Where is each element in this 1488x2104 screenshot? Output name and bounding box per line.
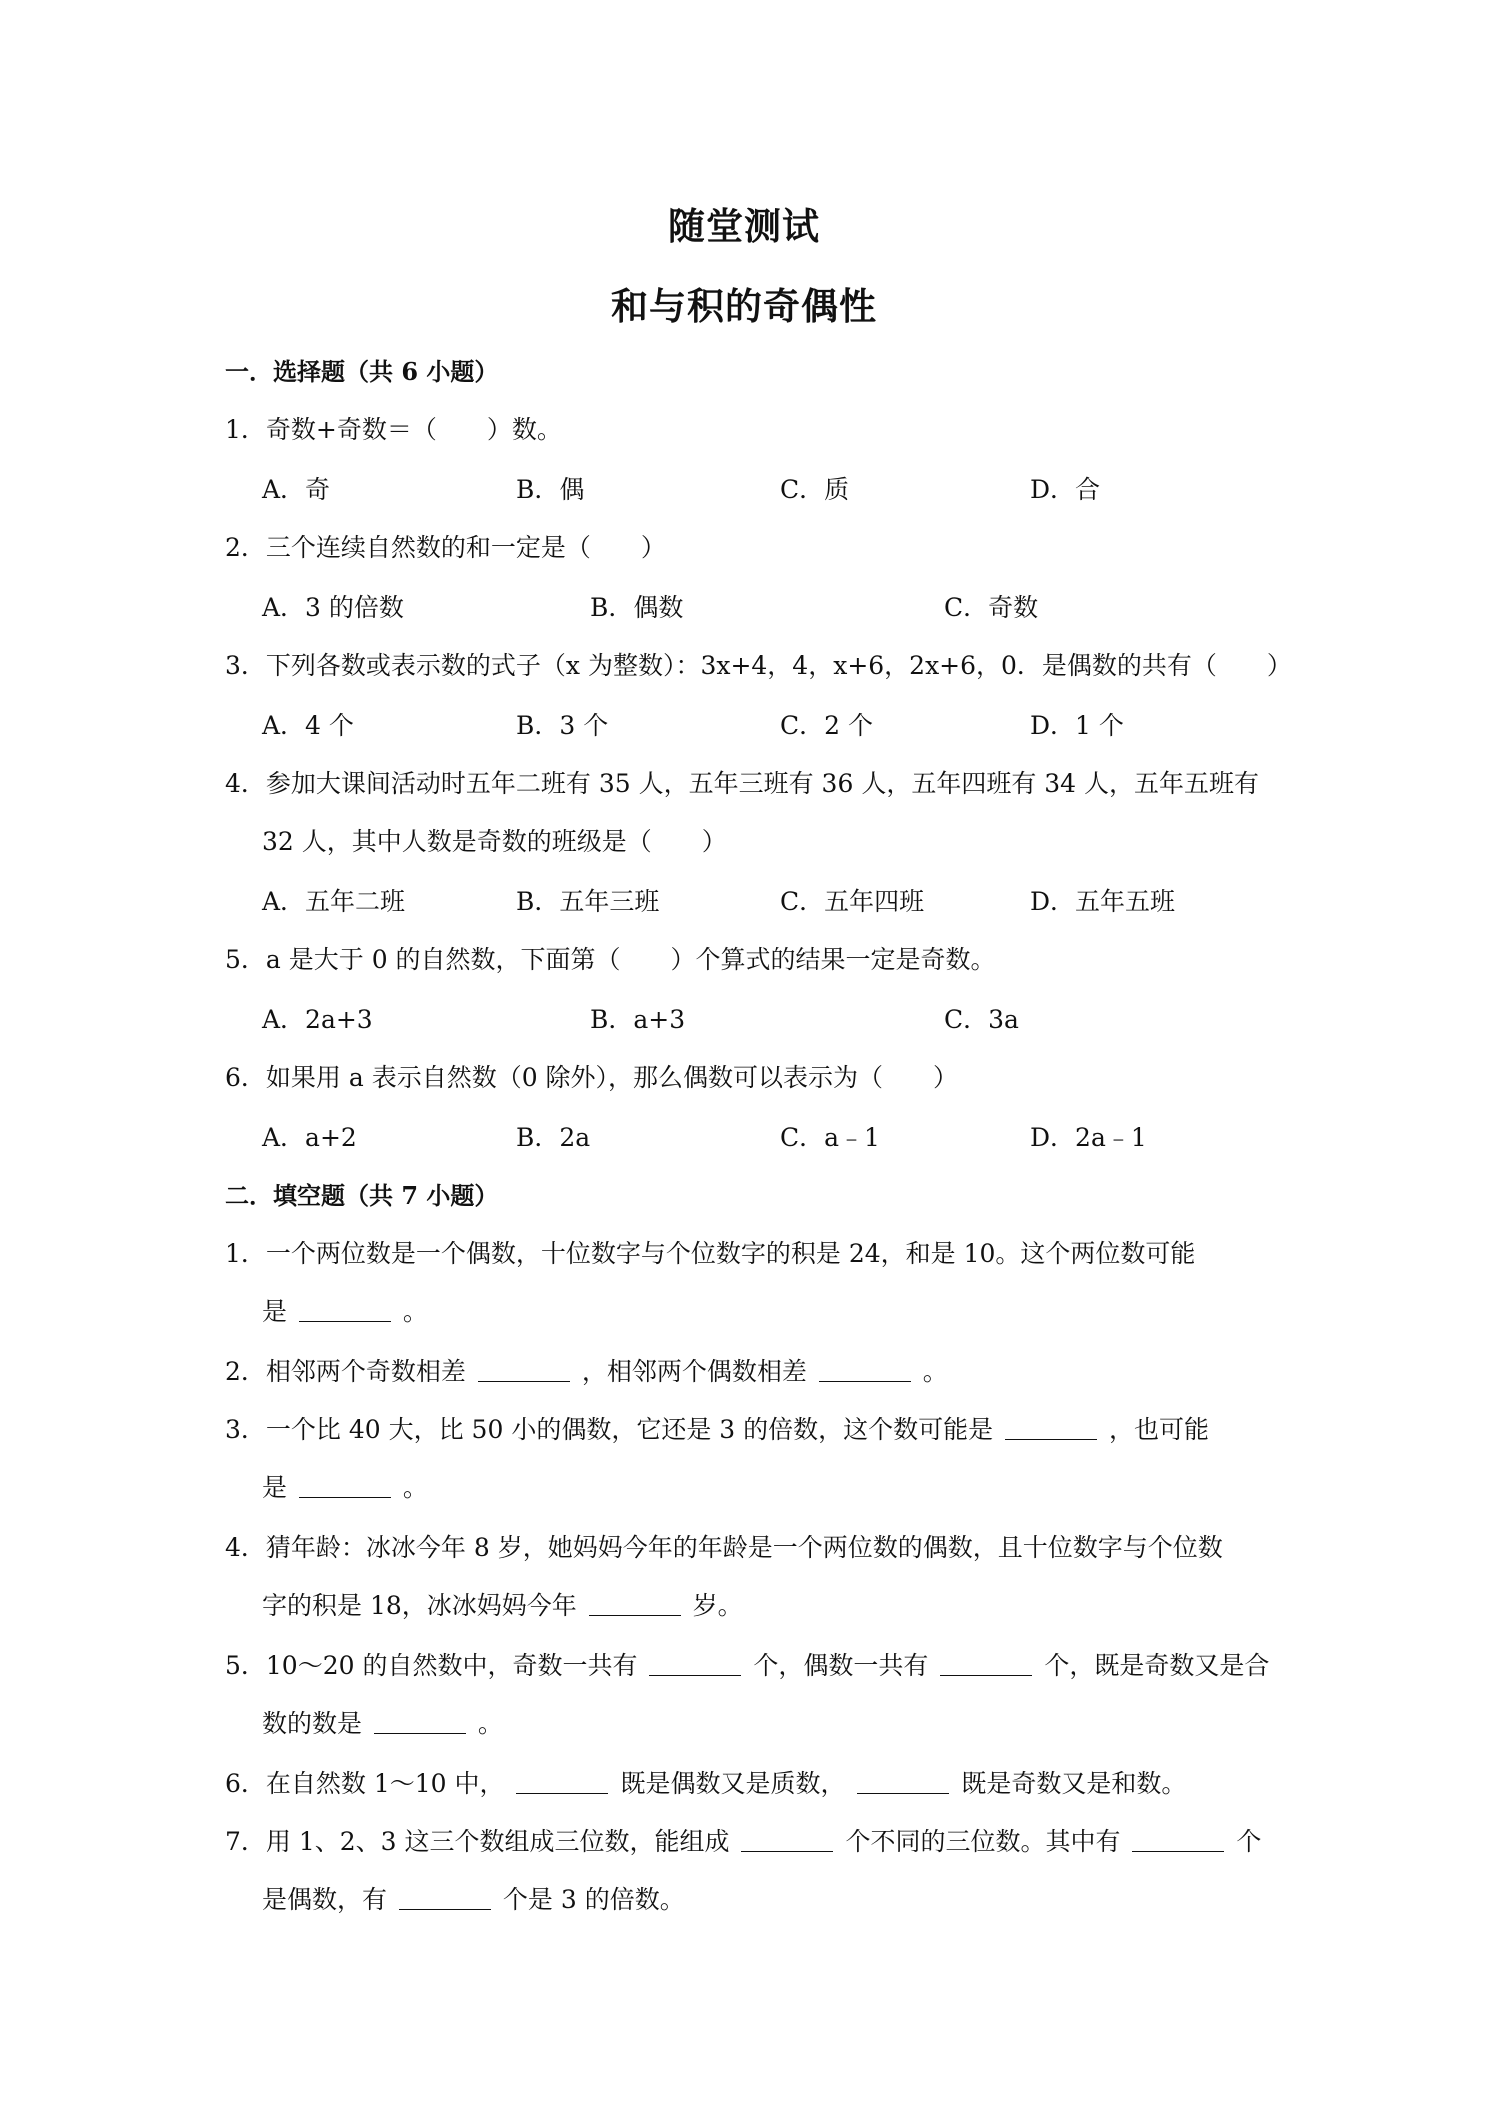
text: 。: [402, 1473, 428, 1502]
text: 3．一个比 40 大，比 50 小的偶数，它还是 3 的倍数，这个数可能是: [225, 1415, 994, 1444]
text: 是: [262, 1297, 288, 1326]
page-title: 随堂测试: [668, 204, 820, 248]
text: 字的积是 18，冰冰妈妈今年: [262, 1591, 577, 1620]
option-b: B．2a: [516, 1123, 591, 1152]
text: 。: [477, 1709, 503, 1738]
option-a: A．a+2: [262, 1123, 357, 1152]
fill-question-3: [225, 1410, 1209, 1446]
fill-question-7-continued: [262, 1880, 685, 1916]
option-d: D．1 个: [1030, 711, 1124, 740]
option-a: A．五年二班: [262, 887, 406, 916]
option-c: C．3a: [944, 1005, 1019, 1034]
text: 个，偶数一共有: [753, 1651, 929, 1680]
text: 7．用 1、2、3 这三个数组成三位数，能组成: [225, 1827, 730, 1856]
option-b: B．五年三班: [516, 887, 660, 916]
answer-blank[interactable]: [374, 1709, 466, 1734]
option-a: A．2a+3: [262, 1005, 373, 1034]
fill-question-7: [225, 1822, 1261, 1858]
question-6: 6．如果用 a 表示自然数（0 除外），那么偶数可以表示为（ ）: [225, 1063, 959, 1092]
text: 个，既是奇数又是合: [1044, 1651, 1270, 1680]
option-a: A．3 的倍数: [262, 593, 404, 622]
text: 。: [922, 1357, 948, 1386]
text: 既是偶数又是质数，: [620, 1769, 846, 1798]
text: 既是奇数又是和数。: [961, 1769, 1187, 1798]
option-b: B．a+3: [590, 1005, 686, 1034]
fill-question-4-continued: [262, 1586, 743, 1622]
option-b: B．偶数: [590, 593, 684, 622]
fill-question-4: 4．猜年龄：冰冰今年 8 岁，她妈妈今年的年龄是一个两位数的偶数，且十位数字与个位数: [225, 1533, 1223, 1562]
text: 5．10～20 的自然数中，奇数一共有: [225, 1651, 638, 1680]
fill-question-2: [225, 1352, 948, 1388]
option-d: D．2a﹣1: [1030, 1123, 1147, 1152]
text: 个: [1236, 1827, 1262, 1856]
answer-blank[interactable]: [299, 1473, 391, 1498]
fill-question-5-continued: [262, 1704, 503, 1740]
answer-blank[interactable]: [857, 1769, 949, 1794]
option-d: D．合: [1030, 475, 1101, 504]
answer-blank[interactable]: [516, 1769, 608, 1794]
option-a: A．4 个: [262, 711, 354, 740]
option-b: B．3 个: [516, 711, 609, 740]
text: 岁。: [692, 1591, 743, 1620]
section-heading-fill: 二．填空题（共 7 小题）: [225, 1181, 499, 1210]
question-4-continued: 32 人，其中人数是奇数的班级是（ ）: [262, 827, 727, 856]
fill-question-6: [225, 1764, 1186, 1800]
text: 数的数是: [262, 1709, 363, 1738]
answer-blank[interactable]: [741, 1827, 833, 1852]
answer-blank[interactable]: [649, 1651, 741, 1676]
text: 个不同的三位数。其中有: [845, 1827, 1121, 1856]
option-c: C．奇数: [944, 593, 1039, 622]
fill-question-1: 1．一个两位数是一个偶数，十位数字与个位数字的积是 24，和是 10。这个两位数可能: [225, 1239, 1196, 1268]
answer-blank[interactable]: [1132, 1827, 1224, 1852]
option-c: C．2 个: [780, 711, 873, 740]
option-c: C．a﹣1: [780, 1123, 880, 1152]
option-c: C．五年四班: [780, 887, 925, 916]
answer-blank[interactable]: [1005, 1415, 1097, 1440]
fill-question-5: [225, 1646, 1269, 1682]
text: 6．在自然数 1～10 中，: [225, 1769, 505, 1798]
question-1: 1．奇数+奇数＝（ ）数。: [225, 415, 562, 444]
section-heading-choice: 一．选择题（共 6 小题）: [225, 357, 499, 386]
text: 2．相邻两个奇数相差: [225, 1357, 466, 1386]
answer-blank[interactable]: [940, 1651, 1032, 1676]
text: 。: [402, 1297, 428, 1326]
answer-blank[interactable]: [589, 1591, 681, 1616]
question-3: 3．下列各数或表示数的式子（x 为整数）：3x+4，4，x+6，2x+6，0．是偶数的共有（ ）: [225, 651, 1292, 680]
text: ，也可能: [1109, 1415, 1210, 1444]
text: 是偶数，有: [262, 1885, 388, 1914]
text: 个是 3 的倍数。: [502, 1885, 685, 1914]
question-4: 4．参加大课间活动时五年二班有 35 人，五年三班有 36 人，五年四班有 34 人，五年五班有: [225, 769, 1260, 798]
option-a: A．奇: [262, 475, 331, 504]
option-d: D．五年五班: [1030, 887, 1176, 916]
answer-blank[interactable]: [399, 1885, 491, 1910]
page-subtitle: 和与积的奇偶性: [611, 284, 877, 328]
answer-blank[interactable]: [478, 1357, 570, 1382]
text: ，相邻两个偶数相差: [581, 1357, 807, 1386]
option-b: B．偶: [516, 475, 585, 504]
text: 是: [262, 1473, 288, 1502]
answer-blank[interactable]: [299, 1297, 391, 1322]
fill-question-1-continued: [262, 1292, 428, 1328]
fill-question-3-continued: [262, 1468, 428, 1504]
question-2: 2．三个连续自然数的和一定是（ ）: [225, 533, 666, 562]
answer-blank[interactable]: [819, 1357, 911, 1382]
option-c: C．质: [780, 475, 850, 504]
question-5: 5．a 是大于 0 的自然数，下面第（ ）个算式的结果一定是奇数。: [225, 945, 996, 974]
